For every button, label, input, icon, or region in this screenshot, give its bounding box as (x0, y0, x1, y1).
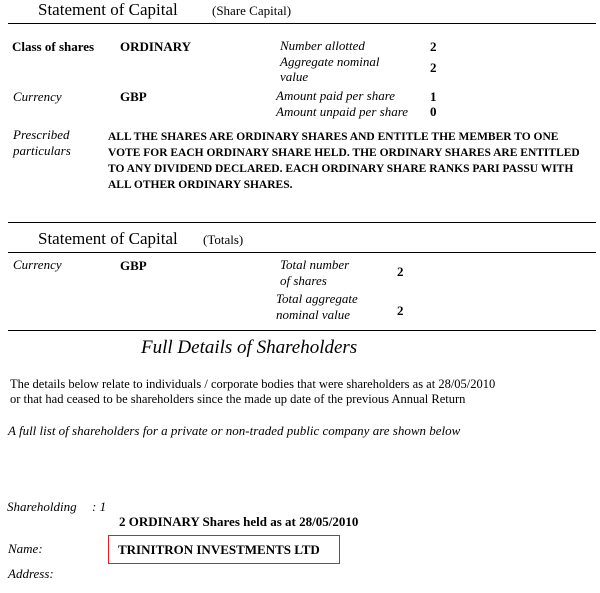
totals-currency-label: Currency (13, 257, 62, 272)
totals-title: Statement of Capital (38, 229, 178, 248)
total-nominal-value: 2 (397, 303, 404, 318)
amount-unpaid-label: Amount unpaid per share (276, 104, 409, 119)
totals-currency-value: GBP (120, 258, 147, 273)
prescribed-label-1: Prescribed (13, 127, 70, 142)
section-divider-1 (8, 222, 596, 223)
currency-label: Currency (13, 89, 62, 104)
total-shares-label-2: of shares (280, 273, 327, 288)
amount-paid-value: 1 (430, 89, 437, 104)
aggregate-nominal-value: 2 (430, 60, 437, 75)
section-divider-2 (8, 330, 596, 331)
total-nominal-label-2: nominal value (276, 307, 351, 322)
amount-paid-label: Amount paid per share (276, 88, 396, 103)
total-shares-label-1: Total number (280, 257, 350, 272)
intro-line-2: or that had ceased to be shareholders since the made up date of the previous Annual Return (10, 392, 466, 406)
total-nominal-label-1: Total aggregate (276, 291, 358, 306)
totals-rule (8, 252, 596, 253)
share-capital-subtitle: (Share Capital) (212, 3, 292, 18)
share-capital-rule (8, 23, 596, 24)
aggregate-nominal-label-2: value (280, 69, 309, 84)
share-capital-title: Statement of Capital (38, 0, 178, 19)
total-shares-value: 2 (397, 264, 404, 279)
shareholding-label: Shareholding (7, 499, 77, 514)
shares-held-text: 2 ORDINARY Shares held as at 28/05/2010 (119, 514, 359, 529)
prescribed-label-2: particulars (13, 143, 71, 158)
intro-line-1: The details below relate to individuals / corporate bodies that were shareholders as at 28/05/2010 (10, 377, 496, 391)
aggregate-nominal-label-1: Aggregate nominal (280, 54, 380, 69)
amount-unpaid-value: 0 (430, 104, 437, 119)
shareholding-number: : 1 (92, 499, 107, 514)
shareholder-name: TRINITRON INVESTMENTS LTD (118, 542, 320, 557)
currency-value: GBP (120, 89, 147, 104)
name-label: Name: (8, 541, 43, 556)
totals-subtitle: (Totals) (203, 232, 244, 247)
prescribed-particulars-text: ALL THE SHARES ARE ORDINARY SHARES AND ENTITLE THE MEMBER TO ONE VOTE FOR EACH ORDINARY SHARE HELD. THE ORDINARY SHARES ARE ENTITLED TO ANY DIVIDEND DECLARED. EACH ORDINARY SHARE RANKS PARI PASSU WITH ALL OTHER ORDINARY SHARES. (108, 131, 580, 191)
address-label: Address: (8, 566, 54, 581)
shareholders-title: Full Details of Shareholders (141, 337, 358, 358)
number-allotted-value: 2 (430, 39, 437, 54)
class-of-shares-label: Class of shares (12, 39, 95, 54)
number-allotted-label: Number allotted (280, 38, 365, 53)
class-of-shares-value: ORDINARY (120, 39, 192, 54)
full-list-note: A full list of shareholders for a private or non-traded public company are shown below (8, 423, 461, 438)
